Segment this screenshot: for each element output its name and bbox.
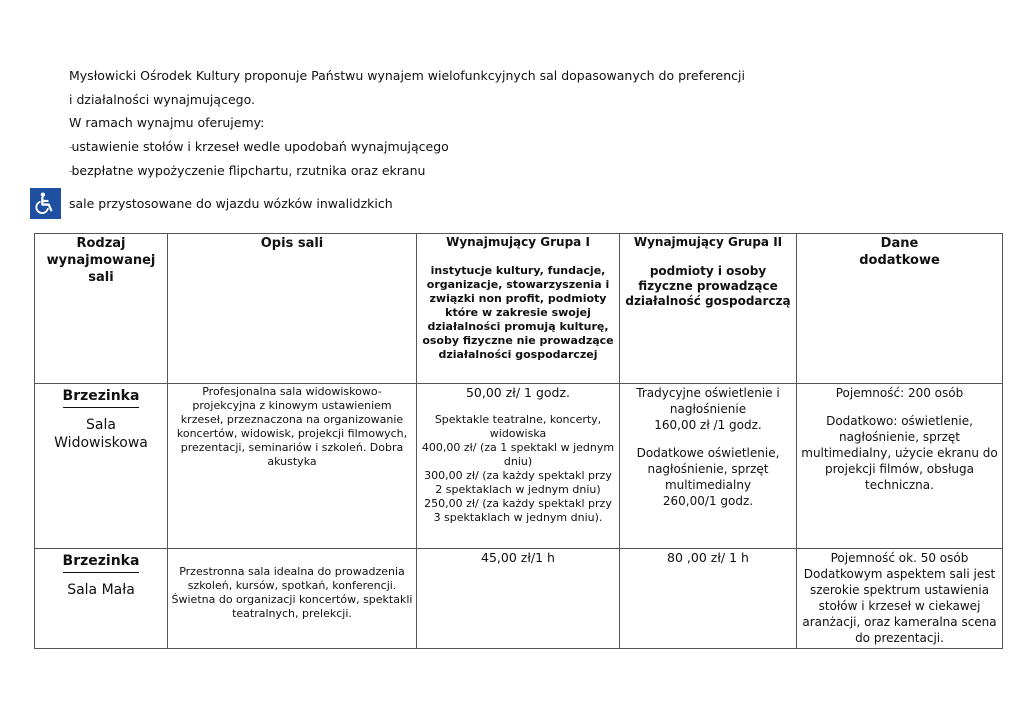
group-2-title: Wynajmujący Grupa II xyxy=(633,235,783,249)
room-subname: Sala Mała xyxy=(67,582,135,598)
room-name-cell xyxy=(35,384,168,549)
room-description: Profesjonalna sala widowiskowo-projekcyjna z kinowym ustawieniem krzeseł, przeznaczona na organizowanie koncertów, widowisk, projekcji filmowych, prezentacji, seminariów i szkoleń. Dobra akustyka xyxy=(168,384,417,549)
room-subname: Sala Widowiskowa xyxy=(54,417,148,451)
offer-bullet xyxy=(69,159,969,183)
group-1-description: instytucje kultury, fundacje, organizacje, stowarzyszenia i związki non profit, podmioty które w zakresie swojej działalności promują kulturę, osoby fizyczne nie prowadzące działalności gospodarczej xyxy=(422,264,614,361)
extra-info-title-line: dodatkowe xyxy=(859,253,940,268)
group-1-price: 50,00 zł/ 1 godz. xyxy=(465,385,571,400)
wheelchair-icon xyxy=(30,188,61,219)
offer-bullet xyxy=(69,135,969,159)
group-2-pricing xyxy=(620,384,797,549)
accessibility-note xyxy=(30,188,393,219)
offer-bullet-text: bezpłatne wypożyczenie flipchartu, rzutnika oraz ekranu xyxy=(71,162,426,178)
extra-info-title-line: Dane xyxy=(880,236,919,251)
bullet-dash: – xyxy=(69,166,72,175)
offer-bullet-text: ustawienie stołów i krzeseł wedle upodobań wynajmującego xyxy=(71,138,449,154)
room-description-text: Przestronna sala idealna do prowadzenia szkoleń, kursów, spotkań, konferencji. Świetna do organizacji koncertów, spektakli teatralnych, prelekcji. xyxy=(171,565,413,620)
group-2-price: 80 ,00 zł/ 1 h xyxy=(620,549,797,649)
extra-info xyxy=(797,384,1003,549)
group-1-price-line: 300,00 zł/ (za każdy spektakl przy 2 spektaklach w jednym dniu) xyxy=(424,469,612,496)
table-header-row xyxy=(35,234,1003,384)
extra-info: Pojemność ok. 50 osób Dodatkowym aspektem sali jest szerokie spektrum ustawienia stołów i krzeseł w ciekawej aranżacji, oraz kameralna scena do prezentacji. xyxy=(797,549,1003,649)
group-2-price-line: 260,00/1 godz. xyxy=(662,494,754,508)
extra-info-text: Dodatkowo: oświetlenie, nagłośnienie, sprzęt multimedialny, użycie ekranu do projekcji filmów, obsługa techniczna. xyxy=(801,414,998,492)
header-description: Opis sali xyxy=(168,234,417,384)
group-2-price-line: Tradycyjne oświetlenie i nagłośnienie xyxy=(636,386,780,416)
header-extra-info xyxy=(797,234,1003,384)
bullet-dash: – xyxy=(69,142,72,151)
group-1-price: 45,00 zł/1 h xyxy=(417,549,620,649)
room-description xyxy=(168,549,417,649)
intro-line: Mysłowicki Ośrodek Kultury proponuje Państwu wynajem wielofunkcyjnych sal dopasowanych do preferencji xyxy=(69,68,745,83)
group-2-description: podmioty i osoby fizyczne prowadzące działalność gospodarczą xyxy=(625,264,791,308)
group-1-price-line: 250,00 zł/ (za każdy spektakl przy 3 spektaklach w jednym dniu). xyxy=(424,497,612,524)
room-name: Brzezinka xyxy=(63,388,140,408)
group-1-price-line: Spektakle teatralne, koncerty, widowiska xyxy=(434,413,602,440)
rooms-table xyxy=(34,233,1003,649)
group-2-price-line: Dodatkowe oświetlenie, nagłośnienie, sprzęt multimedialny xyxy=(636,446,780,492)
intro-line: i działalności wynajmującego. xyxy=(69,91,255,107)
capacity: Pojemność: 200 osób xyxy=(835,386,964,400)
group-2-price-line: 160,00 zł /1 godz. xyxy=(654,418,762,432)
group-1-price-line: 400,00 zł/ (za 1 spektakl w jednym dniu) xyxy=(421,441,615,468)
header-group-1 xyxy=(417,234,620,384)
intro-line: W ramach wynajmu oferujemy: xyxy=(69,115,265,130)
header-group-2 xyxy=(620,234,797,384)
table-row xyxy=(35,549,1003,649)
group-1-title: Wynajmujący Grupa I xyxy=(446,235,590,249)
header-room-type: Rodzaj wynajmowanej sali xyxy=(35,234,168,384)
intro-text xyxy=(69,64,969,183)
group-1-pricing xyxy=(417,384,620,549)
accessibility-text: sale przystosowane do wjazdu wózków inwalidzkich xyxy=(69,196,393,211)
room-name-cell xyxy=(35,549,168,649)
room-name: Brzezinka xyxy=(63,553,140,573)
table-row xyxy=(35,384,1003,549)
